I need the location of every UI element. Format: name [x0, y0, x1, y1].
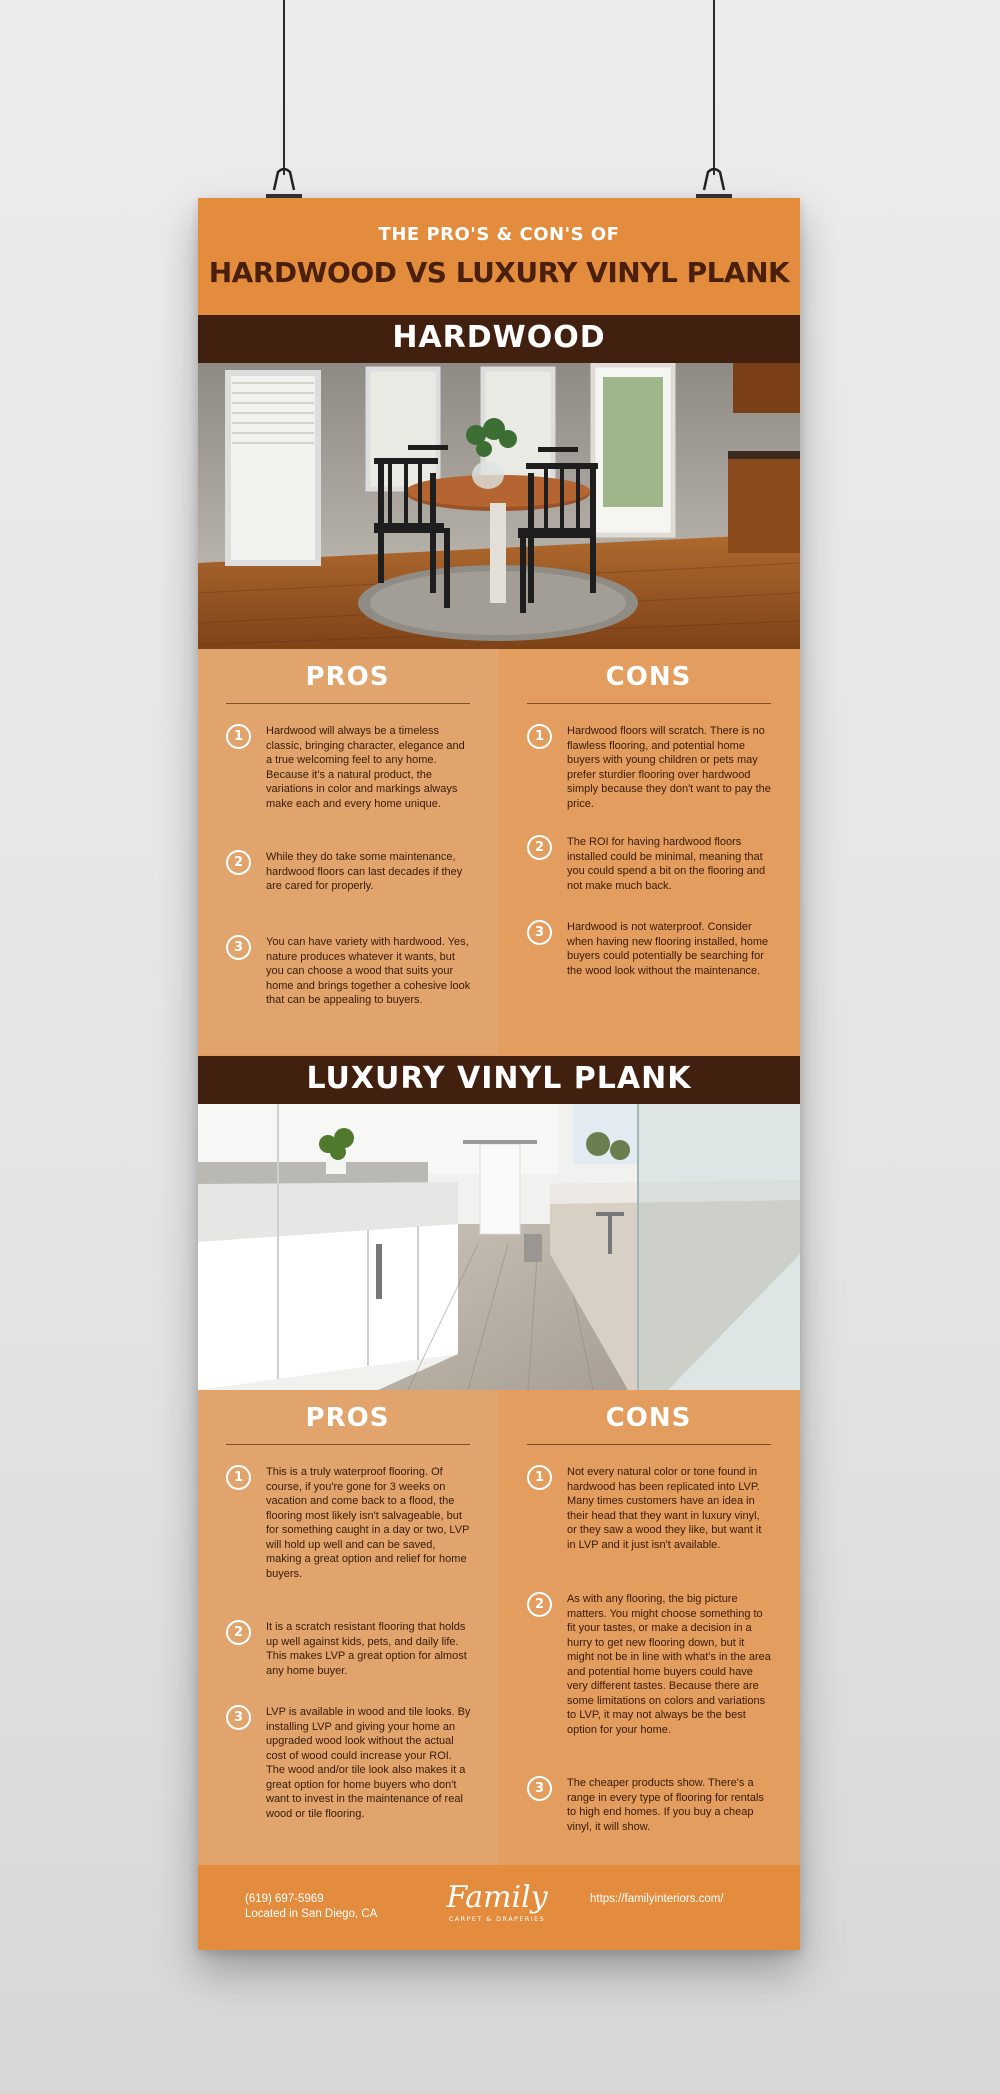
logo-tagline: CARPET & DRAPERIES — [448, 1915, 546, 1923]
number-badge: 1 — [226, 724, 251, 749]
hardwood-pros-divider — [226, 703, 470, 704]
lvp-pros-divider — [226, 1444, 470, 1445]
number-badge: 2 — [527, 835, 552, 860]
hardwood-pro-2-text: While they do take some maintenance, hardwood floors can last decades if they are cared for properly. — [266, 851, 463, 892]
footer-band — [198, 1865, 800, 1950]
hardwood-con-2-text: The ROI for having hardwood floors installed could be minimal, meaning that you could spend a bit on the flooring and not make much back. — [567, 836, 766, 892]
logo-wordmark: Family — [446, 1880, 548, 1915]
number-badge: 1 — [226, 1465, 251, 1490]
lvp-pro-2-text: It is a scratch resistant flooring that holds up well against kids, pets, and daily life. This makes LVP a great option for almost any home buyer. — [266, 1621, 467, 1677]
number-badge: 1 — [527, 1465, 552, 1490]
lvp-con-1-text: Not every natural color or tone found in hardwood has been replicated into LVP. Many times customers have an idea in their head that they want in luxury vinyl, or they saw a wood they like, but want it in LVP and it just isn't available. — [567, 1466, 762, 1551]
infographic-poster — [198, 198, 800, 1950]
lvp-con-2-text: As with any flooring, the big picture matters. You might choose something to fit your tastes, or make a decision in a hurry to get new flooring down, but it might not be in line with what's in the area and potential home buyers could have very different tastes. Because there are some limitations on colors and variations to LVP, it may not always be the best option for your home. — [567, 1593, 771, 1736]
number-badge: 2 — [226, 1620, 251, 1645]
hardwood-heading-band — [198, 315, 800, 363]
hardwood-con-3-text: Hardwood is not waterproof. Consider when having new flooring installed, home buyers could potentially be searching for the wood look without the maintenance. — [567, 921, 769, 977]
title-band — [198, 198, 800, 315]
hardwood-cons-divider — [527, 703, 771, 704]
lvp-pro-3-text: LVP is available in wood and tile looks. By installing LVP and giving your home an upgraded wood look without the actual cost of wood could increase your ROI. The wood and/or tile look also makes it a great option for home buyers who don't want to invest in the maintenance of real wood or tile flooring. — [266, 1706, 471, 1820]
hanging-string-right — [713, 0, 715, 175]
hardwood-dining-room-photo — [198, 363, 800, 649]
family-logo — [434, 1880, 560, 1923]
lvp-con-3-text: The cheaper products show. There's a range in every type of flooring for rentals to high end homes. If you buy a cheap vinyl, it will show. — [567, 1777, 764, 1833]
hanging-string-left — [283, 0, 285, 175]
location-text: Located in San Diego, CA — [245, 1908, 378, 1920]
page-title: HARDWOOD VS LUXURY VINYL PLANK — [208, 256, 790, 289]
hardwood-con-1-text: Hardwood floors will scratch. There is no flawless flooring, and potential home buyers with young children or pets may prefer sturdier flooring over hardwood simply because they don't want to pay the price. — [567, 725, 771, 810]
lvp-cons-title: CONS — [605, 1403, 692, 1433]
number-badge: 3 — [226, 1705, 251, 1730]
hardwood-pros-title: PROS — [305, 662, 390, 692]
lvp-bathroom-photo — [198, 1104, 800, 1390]
hardwood-heading: HARDWOOD — [392, 320, 606, 355]
lvp-pros-title: PROS — [305, 1403, 390, 1433]
phone-number[interactable]: (619) 697-5969 — [245, 1893, 324, 1905]
title-kicker: THE PRO'S & CON'S OF — [378, 224, 620, 245]
lvp-heading-band — [198, 1056, 800, 1104]
contact-block — [245, 1892, 377, 1922]
lvp-pro-1-text: This is a truly waterproof flooring. Of course, if you're gone for 3 weeks on vacation and come back to a flood, the flooring most likely isn't salvageable, but for something caught in a day or two, LVP will hold up well and can be saved, making a great option and relief for home buyers. — [266, 1466, 470, 1580]
lvp-heading: LUXURY VINYL PLANK — [306, 1061, 692, 1096]
number-badge: 3 — [527, 1776, 552, 1801]
number-badge: 3 — [527, 920, 552, 945]
lvp-cons-divider — [527, 1444, 771, 1445]
number-badge: 2 — [527, 1592, 552, 1617]
number-badge: 1 — [527, 724, 552, 749]
website-link[interactable]: https://familyinteriors.com/ — [590, 1893, 724, 1905]
hardwood-pro-1-text: Hardwood will always be a timeless classic, bringing character, elegance and a true welcoming feel to any home. Because it's a natural product, the variations in color and markings always make each and every home unique. — [266, 725, 465, 810]
number-badge: 2 — [226, 850, 251, 875]
number-badge: 3 — [226, 935, 251, 960]
hardwood-pro-3-text: You can have variety with hardwood. Yes, nature produces whatever it wants, but you can choose a wood that suits your home and brings together a cohesive look that can be appealing to buyers. — [266, 936, 471, 1006]
hardwood-cons-title: CONS — [605, 662, 692, 692]
